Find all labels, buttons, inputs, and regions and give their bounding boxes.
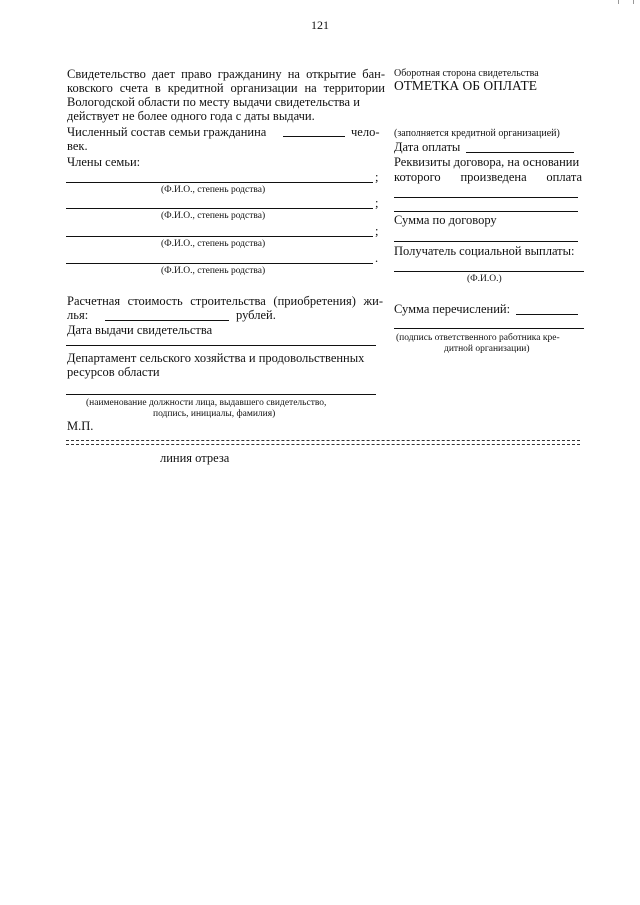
contract-word-2: произведена (460, 170, 527, 184)
member-2-field[interactable] (66, 208, 373, 209)
contract-field-1[interactable] (394, 197, 578, 198)
contract-word-3: оплата (546, 170, 582, 184)
transfer-sum-field[interactable] (516, 314, 578, 315)
member-4-caption: (Ф.И.О., степень родства) (161, 266, 266, 276)
cut-line-label: линия отреза (160, 451, 230, 465)
paragraph-line-2: ковского счета в кредитной организации на территории (67, 81, 385, 95)
bank-signature-caption-1: (подпись ответственного работника кре- (396, 333, 560, 343)
cost-currency: рублей. (236, 308, 276, 322)
recipient-label: Получатель социальной выплаты: (394, 244, 575, 258)
cut-line-top (66, 440, 580, 441)
cost-line-2-label: лья: (67, 308, 89, 322)
bank-signature-field[interactable] (394, 328, 584, 329)
filled-by-bank-note: (заполняется кредитной организацией) (394, 128, 560, 139)
issuer-caption-2: подпись, инициалы, фамилия) (153, 409, 276, 419)
family-count-hyphen: чело- (351, 125, 380, 139)
stamp-placeholder: М.П. (67, 419, 94, 433)
paragraph-line-1: Свидетельство дает право гражданину на открытие бан- (67, 67, 385, 81)
member-3-semicolon: ; (375, 224, 379, 238)
member-4-field[interactable] (66, 263, 373, 264)
family-count-word-end: век. (67, 139, 88, 153)
department-line-2: ресурсов области (67, 365, 160, 379)
member-2-semicolon: ; (375, 196, 379, 210)
contract-sum-field[interactable] (394, 241, 578, 242)
recipient-fio-caption: (Ф.И.О.) (467, 274, 502, 284)
cost-line-1: Расчетная стоимость строительства (приобретения) жи- (67, 294, 383, 308)
transfer-sum-label: Сумма перечислений: (394, 302, 511, 316)
contract-details-line-1: Реквизиты договора, на основании (394, 155, 580, 169)
cost-field[interactable] (105, 320, 229, 321)
member-2-caption: (Ф.И.О., степень родства) (161, 211, 266, 221)
recipient-field[interactable] (394, 271, 584, 272)
family-members-label: Члены семьи: (67, 155, 141, 169)
member-3-caption: (Ф.И.О., степень родства) (161, 239, 266, 249)
family-count-label: Численный состав семьи гражданина (67, 125, 267, 139)
cut-line-bottom (66, 444, 580, 445)
contract-sum-label: Сумма по договору (394, 213, 497, 227)
paragraph-line-4: действует не более одного года с даты выдачи. (67, 109, 315, 123)
member-1-semicolon: ; (375, 170, 379, 184)
issuer-signature-field[interactable] (66, 394, 376, 395)
member-1-field[interactable] (66, 182, 373, 183)
bank-signature-caption-2: дитной организации) (444, 344, 530, 354)
member-1-caption: (Ф.И.О., степень родства) (161, 185, 266, 195)
issue-date-label: Дата выдачи свидетельства (67, 323, 213, 337)
member-4-period: . (375, 251, 379, 265)
member-3-field[interactable] (66, 236, 373, 237)
paragraph-line-3: Вологодской области по месту выдачи свидетельства и (67, 95, 360, 109)
payment-date-label: Дата оплаты (394, 140, 461, 154)
department-line-1: Департамент сельского хозяйства и продовольственных (67, 351, 365, 365)
issuer-caption-1: (наименование должности лица, выдавшего свидетельство, (86, 398, 327, 408)
issue-date-field[interactable] (66, 345, 376, 346)
page-corner-mark (618, 0, 634, 4)
family-count-field[interactable] (283, 136, 345, 137)
page-number: 121 (311, 18, 329, 32)
contract-details-line-2 (394, 170, 582, 184)
reverse-side-label: Оборотная сторона свидетельства (394, 68, 539, 79)
payment-date-field[interactable] (466, 152, 574, 153)
contract-word-1: которого (394, 170, 441, 184)
payment-mark-heading: ОТМЕТКА ОБ ОПЛАТЕ (394, 78, 538, 93)
contract-field-2[interactable] (394, 211, 578, 212)
